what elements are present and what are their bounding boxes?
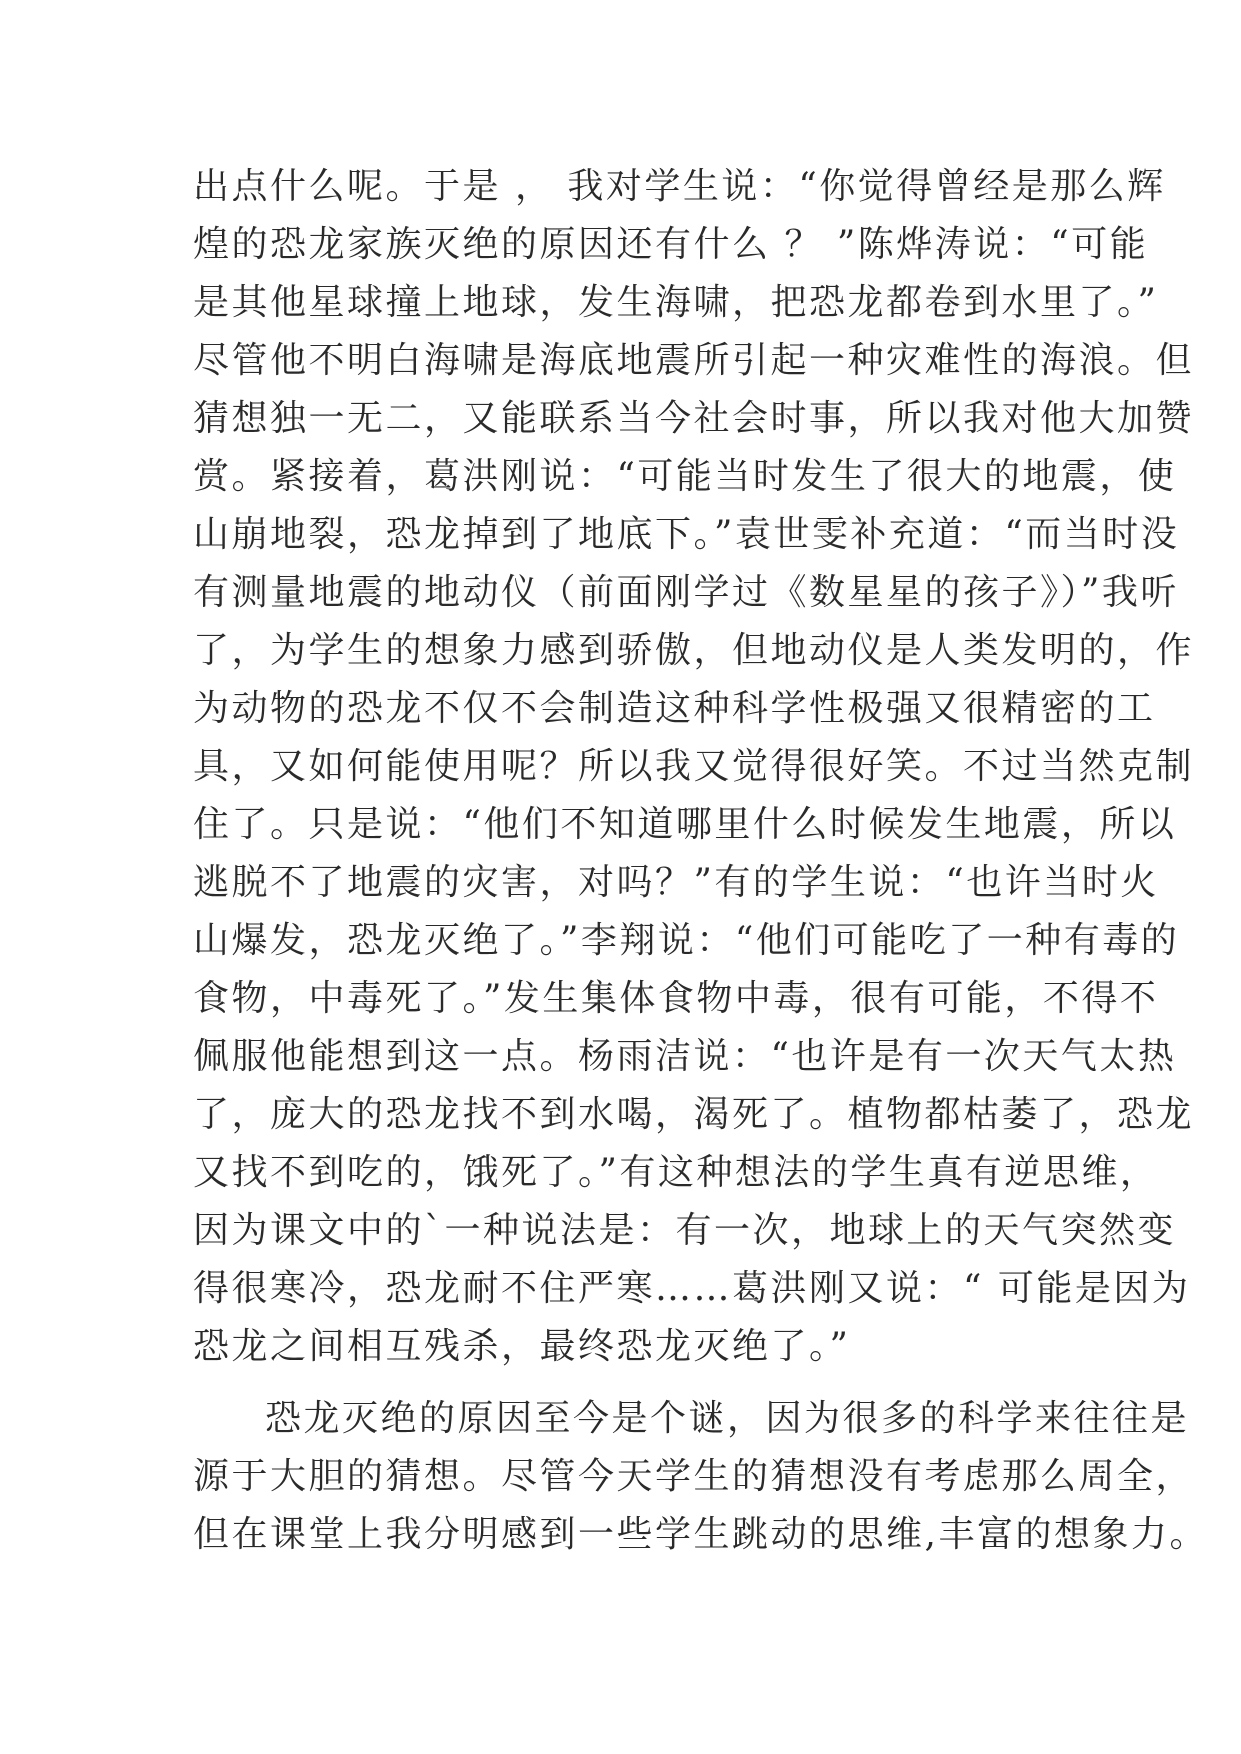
text-line: 佩服他能想到这一点。杨雨洁说：“也许是有一次天气太热 — [193, 1036, 1177, 1077]
text-line: 住了。只是说：“他们不知道哪里什么时候发生地震，所以 — [193, 804, 1177, 845]
text-line: 具，又如何能使用呢？所以我又觉得很好笑。不过当然克制 — [193, 746, 1195, 787]
text-line: 山崩地裂，恐龙掉到了地底下。”袁世雯补充道：“而当时没 — [193, 514, 1180, 555]
text-line: 因为课文中的`一种说法是：有一次，地球上的天气突然变 — [193, 1210, 1177, 1251]
text-line: 了，为学生的想象力感到骄傲，但地动仪是人类发明的，作 — [193, 630, 1195, 671]
text-line: 又找不到吃的，饿死了。”有这种想法的学生真有逆思维， — [193, 1152, 1159, 1193]
text-line: 猜想独一无二，又能联系当今社会时事，所以我对他大加赞 — [193, 398, 1195, 439]
text-line: 但在课堂上我分明感到一些学生跳动的思维,丰富的想象力。 — [193, 1514, 1208, 1555]
text-line: 了，庞大的恐龙找不到水喝，渴死了。植物都枯萎了，恐龙 — [193, 1094, 1195, 1135]
text-line: 恐龙灭绝的原因至今是个谜，因为很多的科学来往往是 — [265, 1398, 1190, 1439]
paragraph-spacer — [193, 1376, 1053, 1390]
text-line: 赏。紧接着，葛洪刚说：“可能当时发生了很大的地震，使 — [193, 456, 1177, 497]
paragraph-2 — [193, 1390, 1208, 1564]
text-line: 有测量地震的地动仪（前面刚学过《数星星的孩子》）”我听 — [193, 572, 1179, 613]
text-line: 逃脱不了地震的灾害，对吗？”有的学生说：“也许当时火 — [193, 862, 1159, 903]
text-line: 尽管他不明白海啸是海底地震所引起一种灾难性的海浪。但 — [193, 340, 1195, 381]
text-line: 恐龙之间相互残杀，最终恐龙灭绝了。” — [193, 1326, 851, 1367]
text-line: 山爆发，恐龙灭绝了。”李翔说：“他们可能吃了一种有毒的 — [193, 920, 1180, 961]
text-line: 食物，中毒死了。”发生集体食物中毒，很有可能，不得不 — [193, 978, 1159, 1019]
text-line: 煌的恐龙家族灭绝的原因还有什么 ？ ”陈烨涛说：“可能 — [193, 224, 1149, 265]
text-line: 出点什么呢。于是 ， 我对学生说：“你觉得曾经是那么辉 — [193, 166, 1166, 207]
paragraph-1 — [193, 158, 1195, 1376]
text-line: 得很寒冷，恐龙耐不住严寒……葛洪刚又说：“ 可能是因为 — [193, 1268, 1191, 1309]
document-body — [193, 158, 1208, 1564]
text-line: 源于大胆的猜想。尽管今天学生的猜想没有考虑那么周全， — [193, 1456, 1195, 1497]
text-line: 为动物的恐龙不仅不会制造这种科学性极强又很精密的工 — [193, 688, 1156, 729]
text-line: 是其他星球撞上地球，发生海啸，把恐龙都卷到水里了。” — [193, 282, 1159, 323]
